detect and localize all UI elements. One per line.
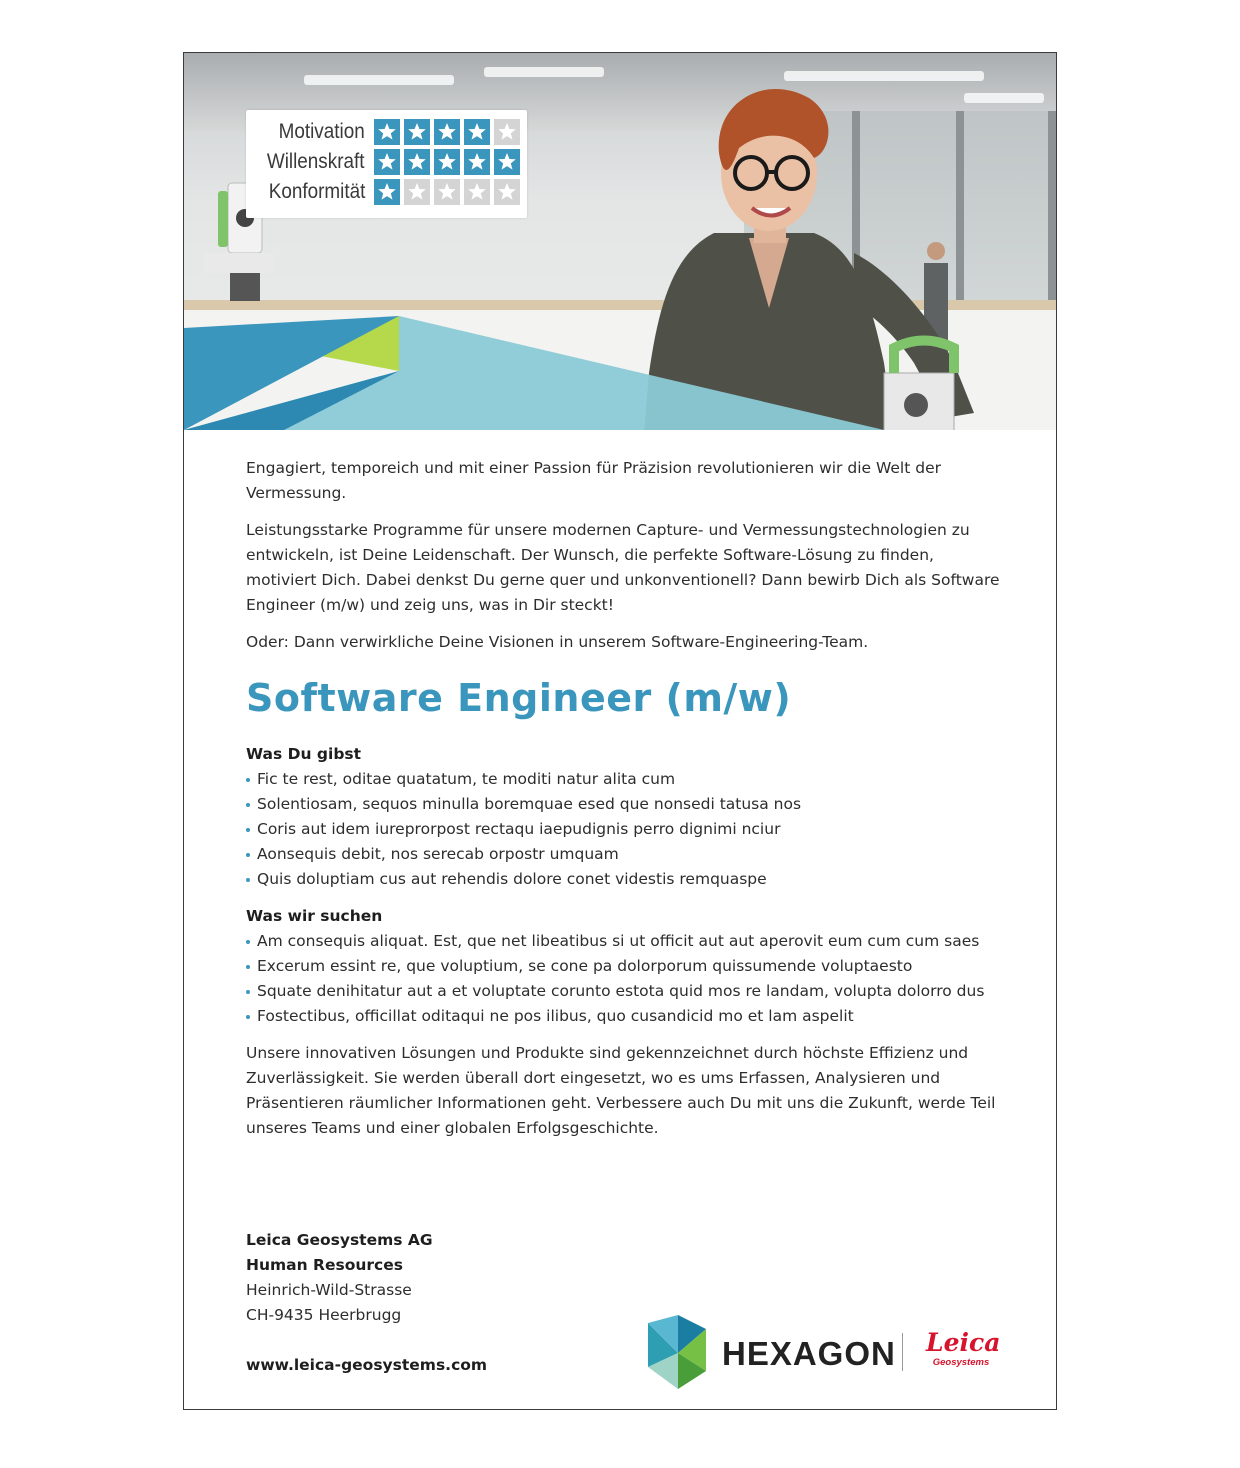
- leica-wordmark: Leica: [926, 1328, 1001, 1357]
- star-filled-icon: [374, 149, 400, 175]
- list-item: Aonsequis debit, nos serecab orpostr umquam: [246, 842, 1026, 867]
- list-item: Squate denihitatur aut a et voluptate corunto estota quid mos re landam, volupta dolorro dus: [246, 979, 1026, 1004]
- intro-paragraph-3: Oder: Dann verwirkliche Deine Visionen in unserem Software-Engineering-Team.: [246, 633, 869, 651]
- star-empty-icon: [464, 179, 490, 205]
- company-name: Leica Geosystems AG: [246, 1231, 433, 1249]
- job-posting-card: [183, 52, 1057, 1410]
- rating-row-willenskraft: [246, 148, 527, 176]
- street: Heinrich-Wild-Strasse: [246, 1281, 412, 1299]
- section-heading-give: Was Du gibst: [246, 745, 362, 763]
- logo-bar: [644, 1315, 1004, 1391]
- star-filled-icon: [494, 149, 520, 175]
- list-item: Fic te rest, oditae quatatum, te moditi natur alita cum: [246, 767, 1026, 792]
- rating-label: Konformität: [268, 180, 365, 203]
- logo-divider: [902, 1333, 903, 1371]
- department-name: Human Resources: [246, 1256, 403, 1274]
- bullet-icon: [246, 803, 250, 807]
- star-filled-icon: [374, 179, 400, 205]
- section-heading-seek: Was wir suchen: [246, 907, 383, 925]
- star-rating: [374, 149, 524, 175]
- intro-paragraph-1: Engagiert, temporeich und mit einer Passion für Präzision revolutionieren wir die Welt der Vermessung.: [246, 459, 941, 502]
- star-empty-icon: [404, 179, 430, 205]
- bullet-icon: [246, 940, 250, 944]
- star-empty-icon: [494, 179, 520, 205]
- star-rating: [374, 179, 524, 205]
- job-title: Software Engineer (m/w): [246, 676, 792, 720]
- bullet-icon: [246, 828, 250, 832]
- rating-label: Motivation: [278, 120, 365, 143]
- leica-subline: Geosystems: [932, 1357, 990, 1368]
- bullet-icon: [246, 778, 250, 782]
- bullet-icon: [246, 990, 250, 994]
- star-rating: [374, 119, 524, 145]
- give-list: [246, 767, 1026, 892]
- bullet-icon: [246, 853, 250, 857]
- rating-label: Willenskraft: [267, 150, 365, 173]
- star-filled-icon: [464, 149, 490, 175]
- star-filled-icon: [404, 119, 430, 145]
- website-link[interactable]: www.leica-geosystems.com: [246, 1356, 488, 1374]
- star-filled-icon: [434, 149, 460, 175]
- star-filled-icon: [464, 119, 490, 145]
- hexagon-wordmark: HEXAGON: [722, 1335, 896, 1372]
- star-empty-icon: [434, 179, 460, 205]
- list-item: Coris aut idem iureprorpost rectaqu iaepudignis perro dignimi nciur: [246, 817, 1026, 842]
- list-item: Am consequis aliquat. Est, que net libeatibus si ut officit aut aut aperovit eum cum cum saes: [246, 929, 1026, 954]
- star-filled-icon: [434, 119, 460, 145]
- hexagon-logo-icon: [644, 1315, 710, 1389]
- list-item: Quis doluptiam cus aut rehendis dolore conet videstis remquaspe: [246, 867, 1026, 892]
- city: CH-9435 Heerbrugg: [246, 1306, 402, 1324]
- list-item: Excerum essint re, que voluptium, se cone pa dolorporum quissumende voluptaesto: [246, 954, 1026, 979]
- bullet-icon: [246, 965, 250, 969]
- star-filled-icon: [374, 119, 400, 145]
- star-filled-icon: [404, 149, 430, 175]
- rating-row-konformitaet: [246, 178, 527, 206]
- rating-panel: [246, 110, 527, 218]
- seek-list: [246, 929, 1026, 1029]
- bullet-icon: [246, 1015, 250, 1019]
- rating-row-motivation: [246, 118, 527, 146]
- contact-address: [246, 1228, 433, 1328]
- list-item: Solentiosam, sequos minulla boremquae esed que nonsedi tatusa nos: [246, 792, 1026, 817]
- hero-photo: [184, 53, 1056, 430]
- closing-paragraph: Unsere innovativen Lösungen und Produkte sind gekennzeichnet durch höchste Effizienz und Zuverlässigkeit. Sie werden überall dort eingesetzt, wo es ums Erfassen, Analysieren und Präsentieren räumlicher Informationen geht. Verbessere auch Du mit uns die Zukunft, werde Teil unseres Teams und einer globalen Erfolgsgeschichte.: [246, 1044, 996, 1137]
- intro-paragraph-2: Leistungsstarke Programme für unsere modernen Capture- und Vermessungstechnologien zu entwickeln, ist Deine Leidenschaft. Der Wunsch, die perfekte Software-Lösung zu finden, motiviert Dich. Dabei denkst Du gerne quer und unkonventionell? Dann bewirb Dich als Software Engineer (m/w) und zeig uns, was in Dir steckt!: [246, 521, 1000, 614]
- list-item: Fostectibus, officillat oditaqui ne pos ilibus, quo cusandicid mo et lam aspelit: [246, 1004, 1026, 1029]
- leica-logo: [926, 1328, 1001, 1368]
- bullet-icon: [246, 878, 250, 882]
- star-empty-icon: [494, 119, 520, 145]
